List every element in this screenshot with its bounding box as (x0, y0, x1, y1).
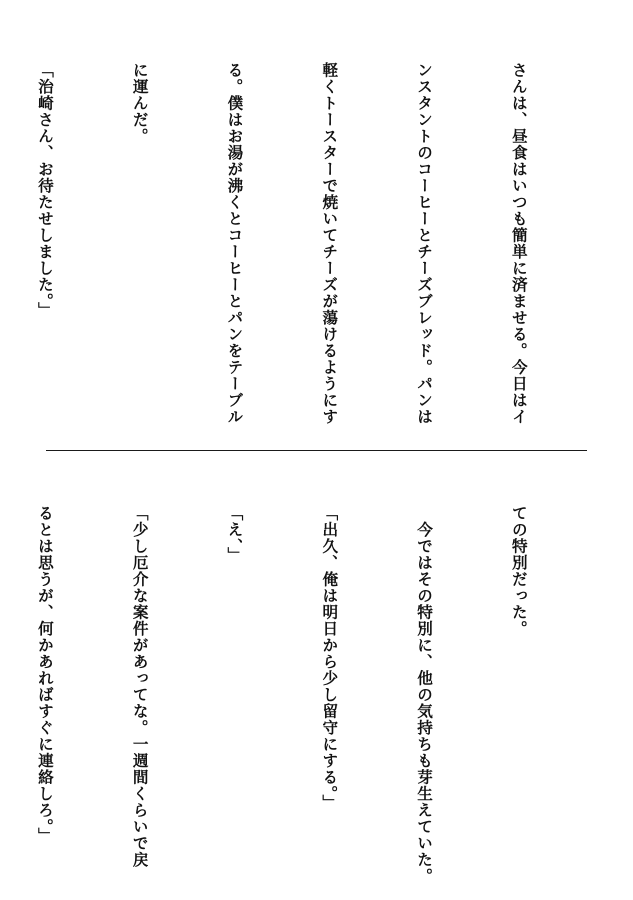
text-line: 軽くトースターで焼いてチーズが蕩けるようにす (320, 62, 340, 425)
text-line: に運んだ。 (130, 62, 150, 145)
text-line: 「治崎さん、お待たせしました。」 (35, 62, 55, 319)
text-line: 「出久、俺は明日から少し留守にする。」 (320, 505, 340, 811)
text-line: さんは、昼食はいつも簡単に済ませる。今日はイ (509, 62, 529, 425)
text-line: 「え、」 (225, 505, 245, 564)
lower-text-block (0, 505, 598, 885)
upper-text-block (0, 62, 598, 437)
text-line: 今ではその特別に、他の気持ちも芽生えていた。 (415, 505, 435, 885)
text-line: ての特別だった。 (509, 505, 529, 637)
text-line: 「少し厄介な案件があってな。一週間くらいで戻 (130, 505, 150, 868)
text-line: るとは思うが、何かあればすぐに連絡しろ。」 (35, 505, 55, 844)
text-line: る。僕はお湯が沸くとコーヒーとパンをテーブル (225, 62, 245, 425)
text-line: ンスタントのコーヒーとチーズブレッド。パンは (415, 62, 435, 425)
section-divider (46, 450, 587, 451)
